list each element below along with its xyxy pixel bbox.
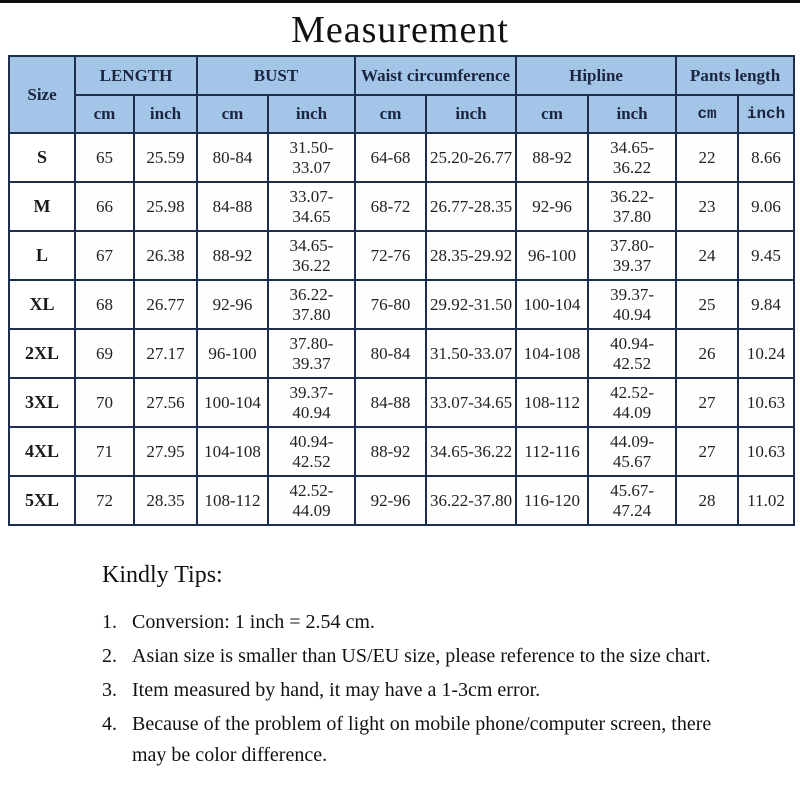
column-header-waist: Waist circumference (355, 56, 516, 95)
table-cell: 33.07-34.65 (426, 378, 516, 427)
table-row-5xl (9, 476, 794, 525)
table-cell: 22 (676, 133, 738, 182)
table-row-2xl (9, 329, 794, 378)
subheader-hipline-cm: cm (516, 95, 588, 133)
table-cell: 44.09-45.67 (588, 427, 676, 476)
size-label: L (9, 231, 75, 280)
table-cell: 27 (676, 378, 738, 427)
table-cell: 27 (676, 427, 738, 476)
table-cell: 69 (75, 329, 134, 378)
table-cell: 72 (75, 476, 134, 525)
table-cell: 104-108 (197, 427, 268, 476)
table-cell: 37.80-39.37 (588, 231, 676, 280)
table-cell: 26.38 (134, 231, 197, 280)
subheader-length-inch: inch (134, 95, 197, 133)
table-cell: 10.63 (738, 427, 794, 476)
subheader-length-cm: cm (75, 95, 134, 133)
table-cell: 96-100 (197, 329, 268, 378)
tip-text: Asian size is smaller than US/EU size, please reference to the size chart. (132, 645, 711, 667)
column-header-size: Size (9, 56, 75, 133)
table-row-4xl (9, 427, 794, 476)
tip-item-4 (102, 709, 750, 771)
table-subheader-row (9, 95, 794, 133)
table-cell: 112-116 (516, 427, 588, 476)
table-row-l (9, 231, 794, 280)
table-cell: 40.94-42.52 (588, 329, 676, 378)
subheader-bust-cm: cm (197, 95, 268, 133)
table-cell: 100-104 (516, 280, 588, 329)
table-cell: 88-92 (516, 133, 588, 182)
table-cell: 25.20-26.77 (426, 133, 516, 182)
table-cell: 108-112 (197, 476, 268, 525)
table-cell: 31.50-33.07 (268, 133, 355, 182)
table-cell: 36.22-37.80 (588, 182, 676, 231)
subheader-pants-inch: inch (738, 95, 794, 133)
table-cell: 26 (676, 329, 738, 378)
subheader-pants-cm: cm (676, 95, 738, 133)
table-cell: 42.52-44.09 (588, 378, 676, 427)
table-cell: 34.65-36.22 (588, 133, 676, 182)
table-cell: 36.22-37.80 (268, 280, 355, 329)
table-cell: 31.50-33.07 (426, 329, 516, 378)
table-row-xl (9, 280, 794, 329)
table-header (9, 56, 794, 133)
table-cell: 65 (75, 133, 134, 182)
tips-heading: Kindly Tips: (102, 562, 223, 588)
table-cell: 39.37-40.94 (268, 378, 355, 427)
column-header-pants-length: Pants length (676, 56, 794, 95)
table-cell: 68 (75, 280, 134, 329)
table-cell: 36.22-37.80 (426, 476, 516, 525)
size-label: XL (9, 280, 75, 329)
table-cell: 9.45 (738, 231, 794, 280)
column-header-hipline: Hipline (516, 56, 676, 95)
table-cell: 100-104 (197, 378, 268, 427)
tips-list (102, 607, 750, 771)
table-cell: 45.67-47.24 (588, 476, 676, 525)
subheader-bust-inch: inch (268, 95, 355, 133)
tips-section (102, 562, 750, 771)
table-cell: 92-96 (516, 182, 588, 231)
table-cell: 25.59 (134, 133, 197, 182)
tip-text: Conversion: 1 inch = 2.54 cm. (132, 611, 375, 633)
column-header-bust: BUST (197, 56, 355, 95)
table-cell: 25.98 (134, 182, 197, 231)
table-cell: 72-76 (355, 231, 426, 280)
size-label: 3XL (9, 378, 75, 427)
tip-item-1 (102, 607, 750, 638)
table-cell: 84-88 (355, 378, 426, 427)
table-cell: 116-120 (516, 476, 588, 525)
tip-item-3 (102, 675, 750, 706)
table-cell: 9.06 (738, 182, 794, 231)
table-row-m (9, 182, 794, 231)
tip-number: 1. (102, 611, 117, 633)
size-label: S (9, 133, 75, 182)
table-cell: 71 (75, 427, 134, 476)
table-cell: 66 (75, 182, 134, 231)
table-cell: 10.24 (738, 329, 794, 378)
tip-item-2 (102, 641, 750, 672)
table-cell: 26.77 (134, 280, 197, 329)
table-cell: 37.80-39.37 (268, 329, 355, 378)
table-cell: 42.52-44.09 (268, 476, 355, 525)
tip-text: Because of the problem of light on mobile phone/computer screen, there may be color difference. (132, 713, 712, 766)
table-cell: 104-108 (516, 329, 588, 378)
table-cell: 70 (75, 378, 134, 427)
table-cell: 76-80 (355, 280, 426, 329)
tip-text: Item measured by hand, it may have a 1-3cm error. (132, 679, 541, 701)
table-cell: 39.37-40.94 (588, 280, 676, 329)
table-cell: 34.65-36.22 (268, 231, 355, 280)
table-cell: 27.56 (134, 378, 197, 427)
table-cell: 25 (676, 280, 738, 329)
table-cell: 28.35 (134, 476, 197, 525)
table-cell: 10.63 (738, 378, 794, 427)
table-row-3xl (9, 378, 794, 427)
table-body (9, 133, 794, 525)
table-cell: 67 (75, 231, 134, 280)
size-label: 2XL (9, 329, 75, 378)
tip-number: 4. (102, 713, 117, 735)
table-cell: 27.17 (134, 329, 197, 378)
size-label: M (9, 182, 75, 231)
table-cell: 28.35-29.92 (426, 231, 516, 280)
table-cell: 29.92-31.50 (426, 280, 516, 329)
table-cell: 26.77-28.35 (426, 182, 516, 231)
table-cell: 88-92 (197, 231, 268, 280)
table-cell: 9.84 (738, 280, 794, 329)
table-group-header-row (9, 56, 794, 95)
table-cell: 28 (676, 476, 738, 525)
subheader-hipline-inch: inch (588, 95, 676, 133)
table-cell: 40.94-42.52 (268, 427, 355, 476)
table-cell: 68-72 (355, 182, 426, 231)
size-label: 5XL (9, 476, 75, 525)
table-cell: 96-100 (516, 231, 588, 280)
table-cell: 88-92 (355, 427, 426, 476)
page-title: Measurement (291, 9, 509, 51)
subheader-waist-cm: cm (355, 95, 426, 133)
subheader-waist-inch: inch (426, 95, 516, 133)
table-cell: 108-112 (516, 378, 588, 427)
table-cell: 92-96 (197, 280, 268, 329)
table-cell: 92-96 (355, 476, 426, 525)
table-cell: 80-84 (355, 329, 426, 378)
table-cell: 34.65-36.22 (426, 427, 516, 476)
table-cell: 84-88 (197, 182, 268, 231)
table-cell: 27.95 (134, 427, 197, 476)
tip-number: 3. (102, 679, 117, 701)
table-cell: 80-84 (197, 133, 268, 182)
top-border-line (0, 0, 800, 3)
tip-number: 2. (102, 645, 117, 667)
table-cell: 64-68 (355, 133, 426, 182)
table-cell: 8.66 (738, 133, 794, 182)
table-cell: 23 (676, 182, 738, 231)
table-cell: 11.02 (738, 476, 794, 525)
table-row-s (9, 133, 794, 182)
measurement-table (8, 55, 795, 526)
column-header-length: LENGTH (75, 56, 197, 95)
table-cell: 33.07-34.65 (268, 182, 355, 231)
table-cell: 24 (676, 231, 738, 280)
size-label: 4XL (9, 427, 75, 476)
